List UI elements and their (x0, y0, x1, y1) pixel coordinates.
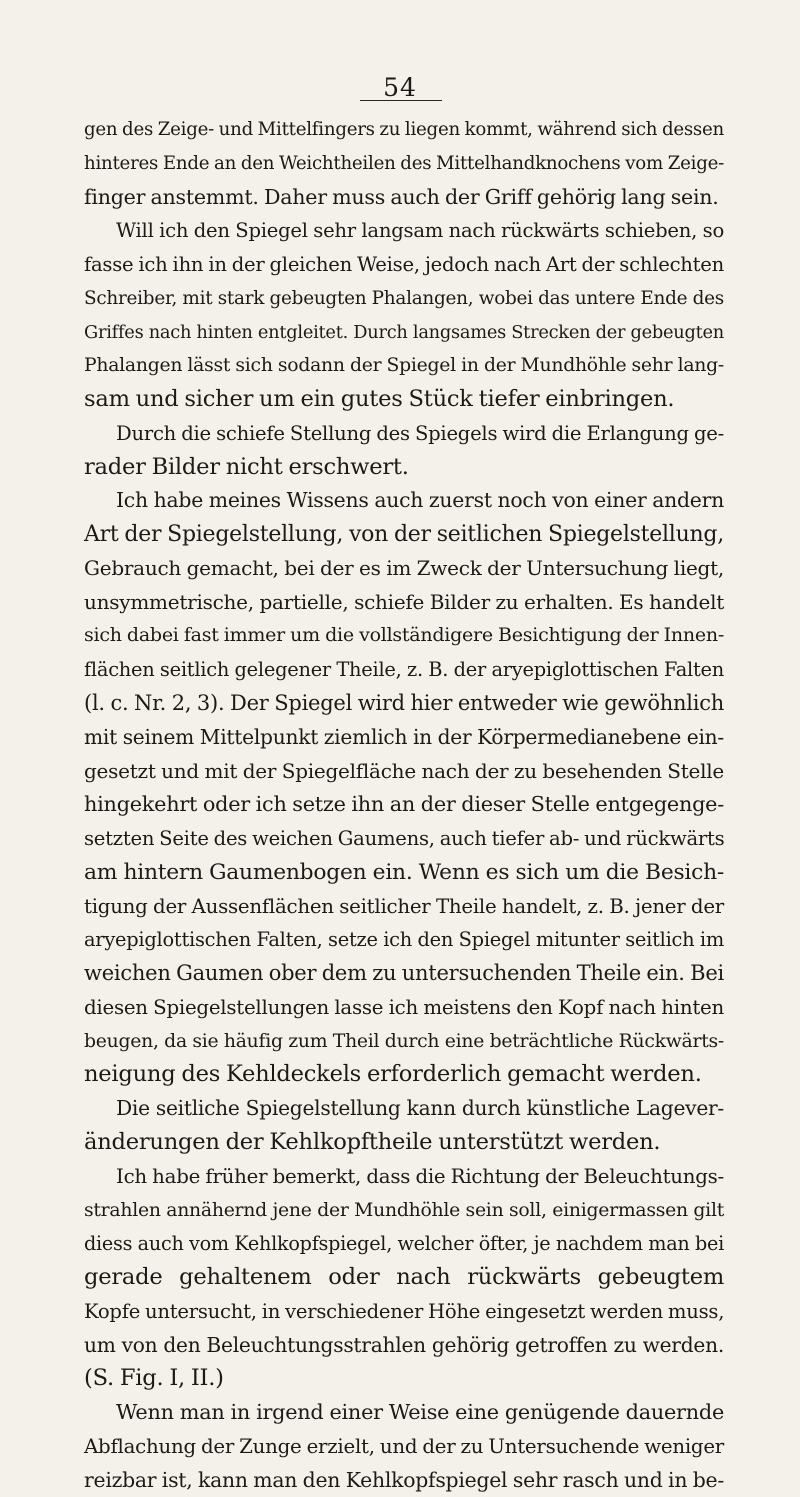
text-line: sam und sicher um ein gutes Stück tiefer einbringen. (84, 386, 675, 413)
text-line: Ich habe früher bemerkt, dass die Richtung der Beleuchtungs- (116, 1164, 724, 1188)
text-line: weichen Gaumen ober dem zu untersuchenden Theile ein. Bei (84, 961, 724, 986)
text-line: fasse ich ihn in der gleichen Weise, jedoch nach Art der schlechten (84, 253, 724, 277)
text-line: gen des Zeige- und Mittelfingers zu liegen kommt, während sich dessen (84, 119, 724, 140)
text-line: hinteres Ende an den Weichtheilen des Mittelhandknochens vom Zeige- (84, 152, 724, 174)
text-line: um von den Beleuchtungsstrahlen gehörig getroffen zu werden. (84, 1332, 724, 1357)
text-line: Griffes nach hinten entgleitet. Durch langsames Strecken der gebeugten (84, 321, 724, 343)
text-line: mit seinem Mittelpunkt ziemlich in der Körpermedianebene ein- (84, 724, 724, 749)
text-line: diesen Spiegelstellungen lasse ich meistens den Kopf nach hinten (84, 995, 724, 1019)
text-line: aryepiglottischen Falten, setze ich den Spiegel mitunter seitlich im (84, 928, 724, 952)
page-number: 54 (383, 73, 417, 102)
text-line: gesetzt und mit der Spiegelfläche nach der zu besehenden Stelle (84, 758, 724, 783)
text-line: Art der Spiegelstellung, von der seitlichen Spiegelstellung, (84, 522, 724, 548)
text-line: gerade gehaltenem oder nach rückwärts gebeugtem (84, 1264, 724, 1291)
text-line: finger anstemmt. Daher muss auch der Griff gehörig lang sein. (84, 184, 719, 209)
text-line: flächen seitlich gelegener Theile, z. B. der aryepiglottischen Falten (84, 658, 724, 682)
text-line: Phalangen lässt sich sodann der Spiegel in der Mundhöhle sehr lang- (84, 355, 724, 377)
text-line: Abflachung der Zunge erzielt, und der zu Untersuchende weniger (84, 1434, 724, 1458)
text-line: Gebrauch gemacht, bei der es im Zweck der Untersuchung liegt, (84, 555, 724, 580)
page-number-rule (360, 100, 442, 101)
text-line: tigung der Aussenflächen seitlicher Theile handelt, z. B. jener der (84, 894, 724, 918)
text-line: Durch die schiefe Stellung des Spiegels wird die Erlangung ge- (116, 421, 724, 445)
text-line: (l. c. Nr. 2, 3). Der Spiegel wird hier entweder wie gewöhnlich (84, 691, 724, 716)
text-line: rader Bilder nicht erschwert. (84, 453, 409, 480)
text-line: Will ich den Spiegel sehr langsam nach rückwärts schieben, so (116, 219, 724, 243)
text-line: sich dabei fast immer um die vollständigere Besichtigung der Innen- (84, 624, 724, 647)
text-line: beugen, da sie häufig zum Theil durch eine beträchtliche Rückwärts- (84, 1030, 724, 1052)
body-text (84, 113, 724, 1497)
text-line: Wenn man in irgend einer Weise eine genügende dauernde (116, 1400, 724, 1425)
text-line: Schreiber, mit stark gebeugten Phalangen, wobei das untere Ende des (84, 287, 724, 309)
text-line: reizbar ist, kann man den Kehlkopfspiegel sehr rasch und in be- (84, 1467, 724, 1492)
text-line: Ich habe meines Wissens auch zuerst noch von einer andern (116, 488, 724, 513)
page-header (0, 74, 800, 102)
text-line: änderungen der Kehlkopftheile unterstützt werden. (84, 1128, 661, 1155)
text-line: unsymmetrische, partielle, schiefe Bilder zu erhalten. Es handelt (84, 589, 724, 614)
text-line: strahlen annähernd jene der Mundhöhle sein soll, einigermassen gilt (84, 1199, 724, 1221)
text-line: setzten Seite des weichen Gaumens, auch tiefer ab- und rückwärts (84, 827, 725, 851)
text-line: diess auch vom Kehlkopfspiegel, welcher öfter, je nachdem man bei (84, 1232, 724, 1256)
text-line: hingekehrt oder ich setze ihn an der dieser Stelle entgegenge- (84, 792, 724, 817)
text-line: (S. Fig. I, II.) (84, 1365, 224, 1392)
text-line: Die seitliche Spiegelstellung kann durch künstliche Lagever- (116, 1096, 724, 1121)
text-line: Kopfe untersucht, in verschiedener Höhe eingesetzt werden muss, (84, 1299, 725, 1323)
text-line: am hintern Gaumenbogen ein. Wenn es sich um die Besich- (84, 859, 724, 885)
text-line: neigung des Kehldeckels erforderlich gemacht werden. (84, 1061, 702, 1088)
